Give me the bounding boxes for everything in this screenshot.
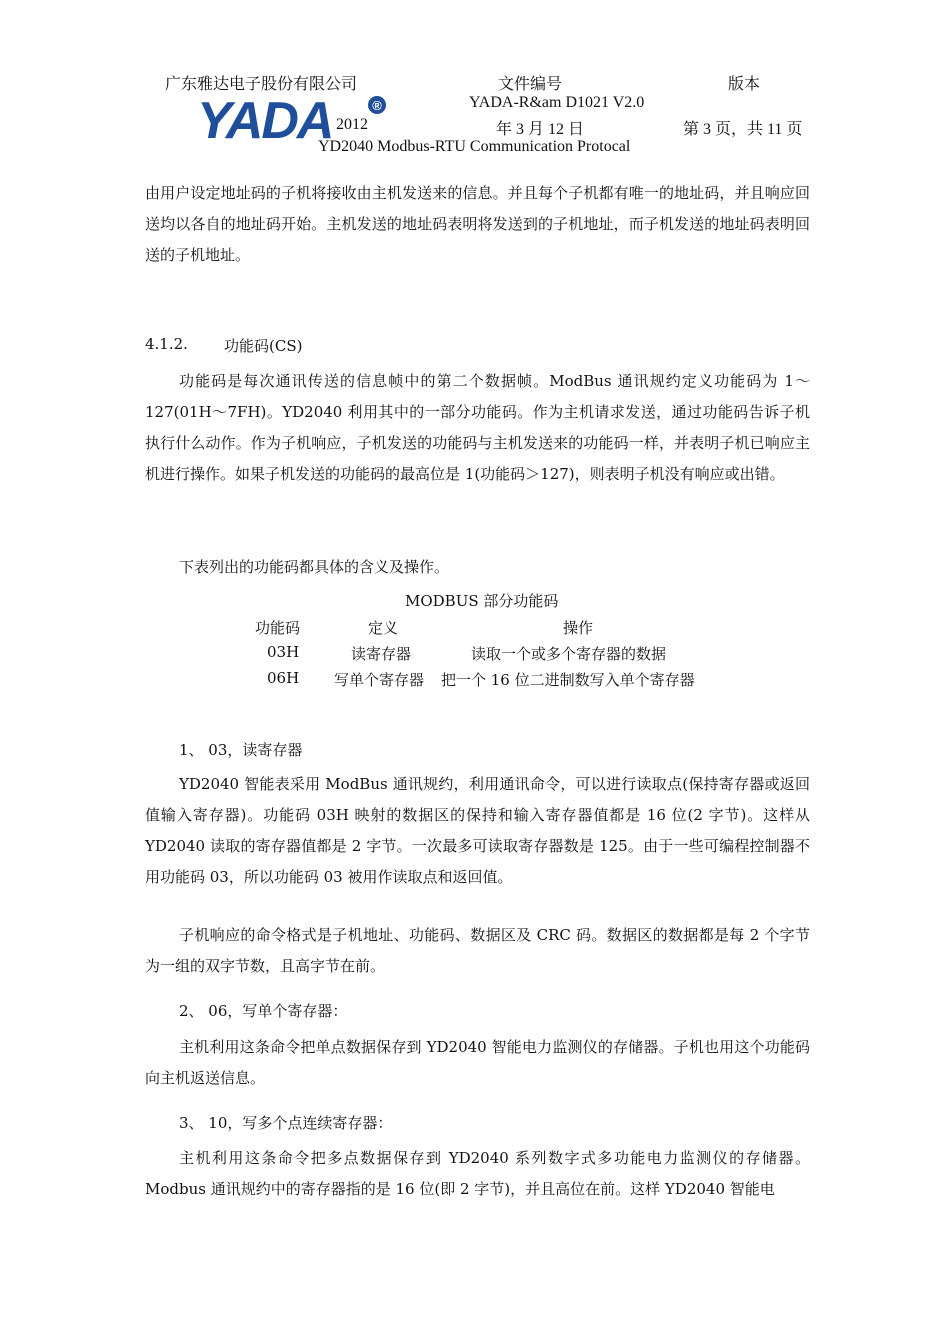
table-cell: 03H	[267, 643, 300, 661]
item3-paragraph: 主机利用这条命令把多点数据保存到 YD2040 系列数字式多功能电力监测仪的存储器。Modbus 通讯规约中的寄存器指的是 16 位(即 2 字节)，并且高位在前。这样 YD2040 智能电	[145, 1149, 810, 1198]
header-year: 2012	[336, 116, 368, 133]
item2-paragraph: 主机利用这条命令把单点数据保存到 YD2040 智能电力监测仪的存储器。子机也用这个功能码向主机返送信息。	[145, 1038, 810, 1087]
logo-text: YADA	[197, 92, 333, 150]
function-code-paragraph: 功能码是每次通讯传送的信息帧中的第二个数据帧。ModBus 通讯规约定义功能码为 1～127(01H～7FH)。YD2040 利用其中的一部分功能码。作为主机请求发送，通过功能码告诉子机执行什么动作。作为子机响应，子机发送的功能码与主机发送来的功能码一样，并表明子机已响应主机进行操作。如果子机发送的功能码的最高位是 1(功能码＞127)，则表明子机没有响应或出错。	[145, 372, 810, 483]
table-cell: 把一个 16 位二进制数写入单个寄存器	[441, 671, 695, 689]
item3-title: 3、 10，写多个点连续寄存器：	[179, 1114, 393, 1132]
table-cell: 06H	[267, 669, 300, 687]
company-name: 广东雅达电子股份有限公司	[165, 76, 358, 93]
table-cell: 读取一个或多个寄存器的数据	[471, 645, 667, 663]
table-header-code: 功能码	[255, 619, 301, 637]
table-header-operation: 操作	[563, 619, 594, 637]
section-number: 4.1.2.	[145, 335, 188, 353]
item2-title: 2、 06，写单个寄存器：	[179, 1002, 348, 1020]
table-caption: MODBUS 部分功能码	[405, 592, 559, 610]
page-indicator: 第 3 页，共 11 页	[683, 121, 803, 138]
table-cell: 读寄存器	[351, 645, 412, 663]
intro-paragraph: 由用户设定地址码的子机将接收由主机发送来的信息。并且每个子机都有唯一的地址码，并且响应回送均以各自的地址码开始。主机发送的地址码表明将发送到的子机地址，而子机发送的地址码表明回送的子机地址。	[145, 184, 810, 264]
item1-response-paragraph: 子机响应的命令格式是子机地址、功能码、数据区及 CRC 码。数据区的数据都是每 2 个字节为一组的双字节数，且高字节在前。	[145, 926, 810, 975]
doc-number: YADA-R&am D1021 V2.0	[469, 94, 645, 111]
doc-number-label: 文件编号	[498, 76, 563, 93]
version-label: 版本	[728, 76, 761, 93]
document-title: YD2040 Modbus-RTU Communication Protocal	[318, 138, 631, 155]
table-intro: 下表列出的功能码都具体的含义及操作。	[179, 558, 450, 576]
header-date: 年 3 月 12 日	[496, 121, 585, 138]
table-header-definition: 定义	[368, 619, 399, 637]
section-title: 功能码(CS)	[224, 337, 303, 355]
item1-paragraph: YD2040 智能表采用 ModBus 通讯规约，利用通讯命令，可以进行读取点(保持寄存器或返回值输入寄存器)。功能码 03H 映射的数据区的保持和输入寄存器值都是 16 位(2 字节)。这样从 YD2040 读取的寄存器值都是 2 字节。一次最多可读取寄存器数是 125。由于一些可编程控制器不用功能码 03，所以功能码 03 被用作读取点和返回值。	[145, 775, 810, 886]
registered-mark: ®	[372, 98, 382, 113]
table-cell: 写单个寄存器	[334, 671, 425, 689]
item1-title: 1、 03，读寄存器	[179, 741, 303, 759]
